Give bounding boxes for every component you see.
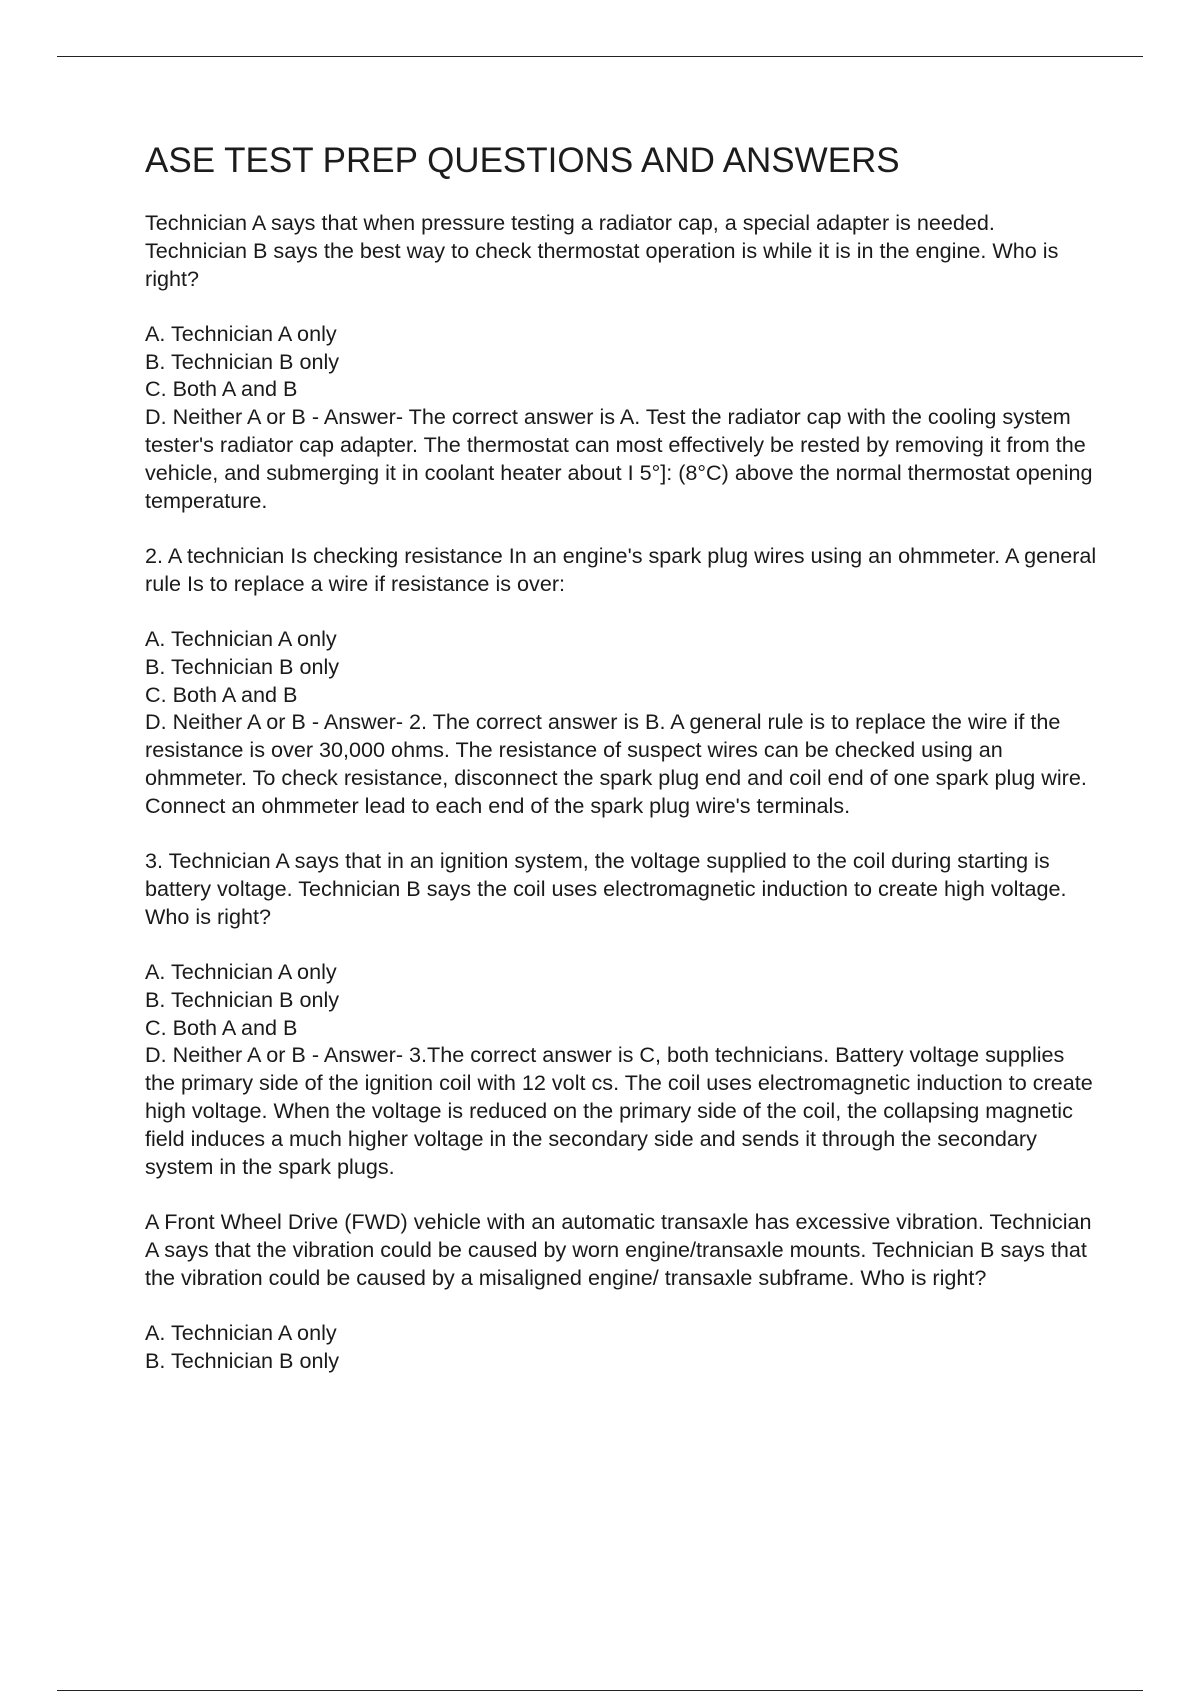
question-3 [145,847,1100,1180]
option-d-answer: D. Neither A or B - Answer- 3.The correct answer is C, both technicians. Battery voltage supplies the primary side of the ignition coil with 12 volt cs. The coil uses electromagnetic induction to create high voltage. When the voltage is reduced on the primary side of the coil, the collapsing magnetic field induces a much higher voltage in the secondary side and sends it through the secondary system in the spark plugs. [145,1042,1093,1179]
option-d-answer: D. Neither A or B - Answer- The correct answer is A. Test the radiator cap with the cooling system tester's radiator cap adapter. The thermostat can most effectively be rested by removing it from the vehicle, and submerging it in coolant heater about I 5°]: (8°C) above the normal thermostat opening temperature. [145,404,1093,513]
document-body [145,140,1100,1402]
question-1 [145,209,1100,514]
option-c: C. Both A and B [145,681,298,707]
option-c: C. Both A and B [145,376,298,402]
option-a: A. Technician A only [145,320,337,346]
option-c: C. Both A and B [145,1014,298,1040]
option-a: A. Technician A only [145,959,337,985]
question-stem: Technician A says that when pressure testing a radiator cap, a special adapter is needed. Technician B says the best way to check thermostat operation is while it is in the engine. Who is right? [145,210,1059,291]
question-stem: A Front Wheel Drive (FWD) vehicle with an automatic transaxle has excessive vibration. Technician A says that the vibration could be caused by worn engine/transaxle mounts. Technician B says that the vibration could be caused by a misaligned engine/ transaxle subframe. Who is right? [145,1208,1092,1290]
option-a: A. Technician A only [145,1319,337,1345]
document-title: ASE TEST PREP QUESTIONS AND ANSWERS [145,141,900,180]
option-b: B. Technician B only [145,986,340,1012]
option-b: B. Technician B only [145,653,340,679]
question-stem: 2. A technician Is checking resistance In an engine's spark plug wires using an ohmmeter. A general rule Is to replace a wire if resistance is over: [145,542,1097,596]
option-d-answer: D. Neither A or B - Answer- 2. The correct answer is B. A general rule is to replace the wire if the resistance is over 30,000 ohms. The resistance of suspect wires can be checked using an ohmmeter. To check resistance, disconnect the spark plug end and coil end of one spark plug wire. Connect an ohmmeter lead to each end of the spark plug wire's terminals. [145,709,1087,818]
footer-rule [57,1690,1143,1691]
option-b: B. Technician B only [145,348,340,374]
option-b: B. Technician B only [145,1347,340,1373]
header-rule [57,56,1143,57]
question-stem: 3. Technician A says that in an ignition system, the voltage supplied to the coil during starting is battery voltage. Technician B says the coil uses electromagnetic induction to create high voltage. Who is right? [145,848,1067,929]
question-4 [145,1208,1100,1374]
option-a: A. Technician A only [145,626,337,652]
question-2 [145,542,1100,820]
